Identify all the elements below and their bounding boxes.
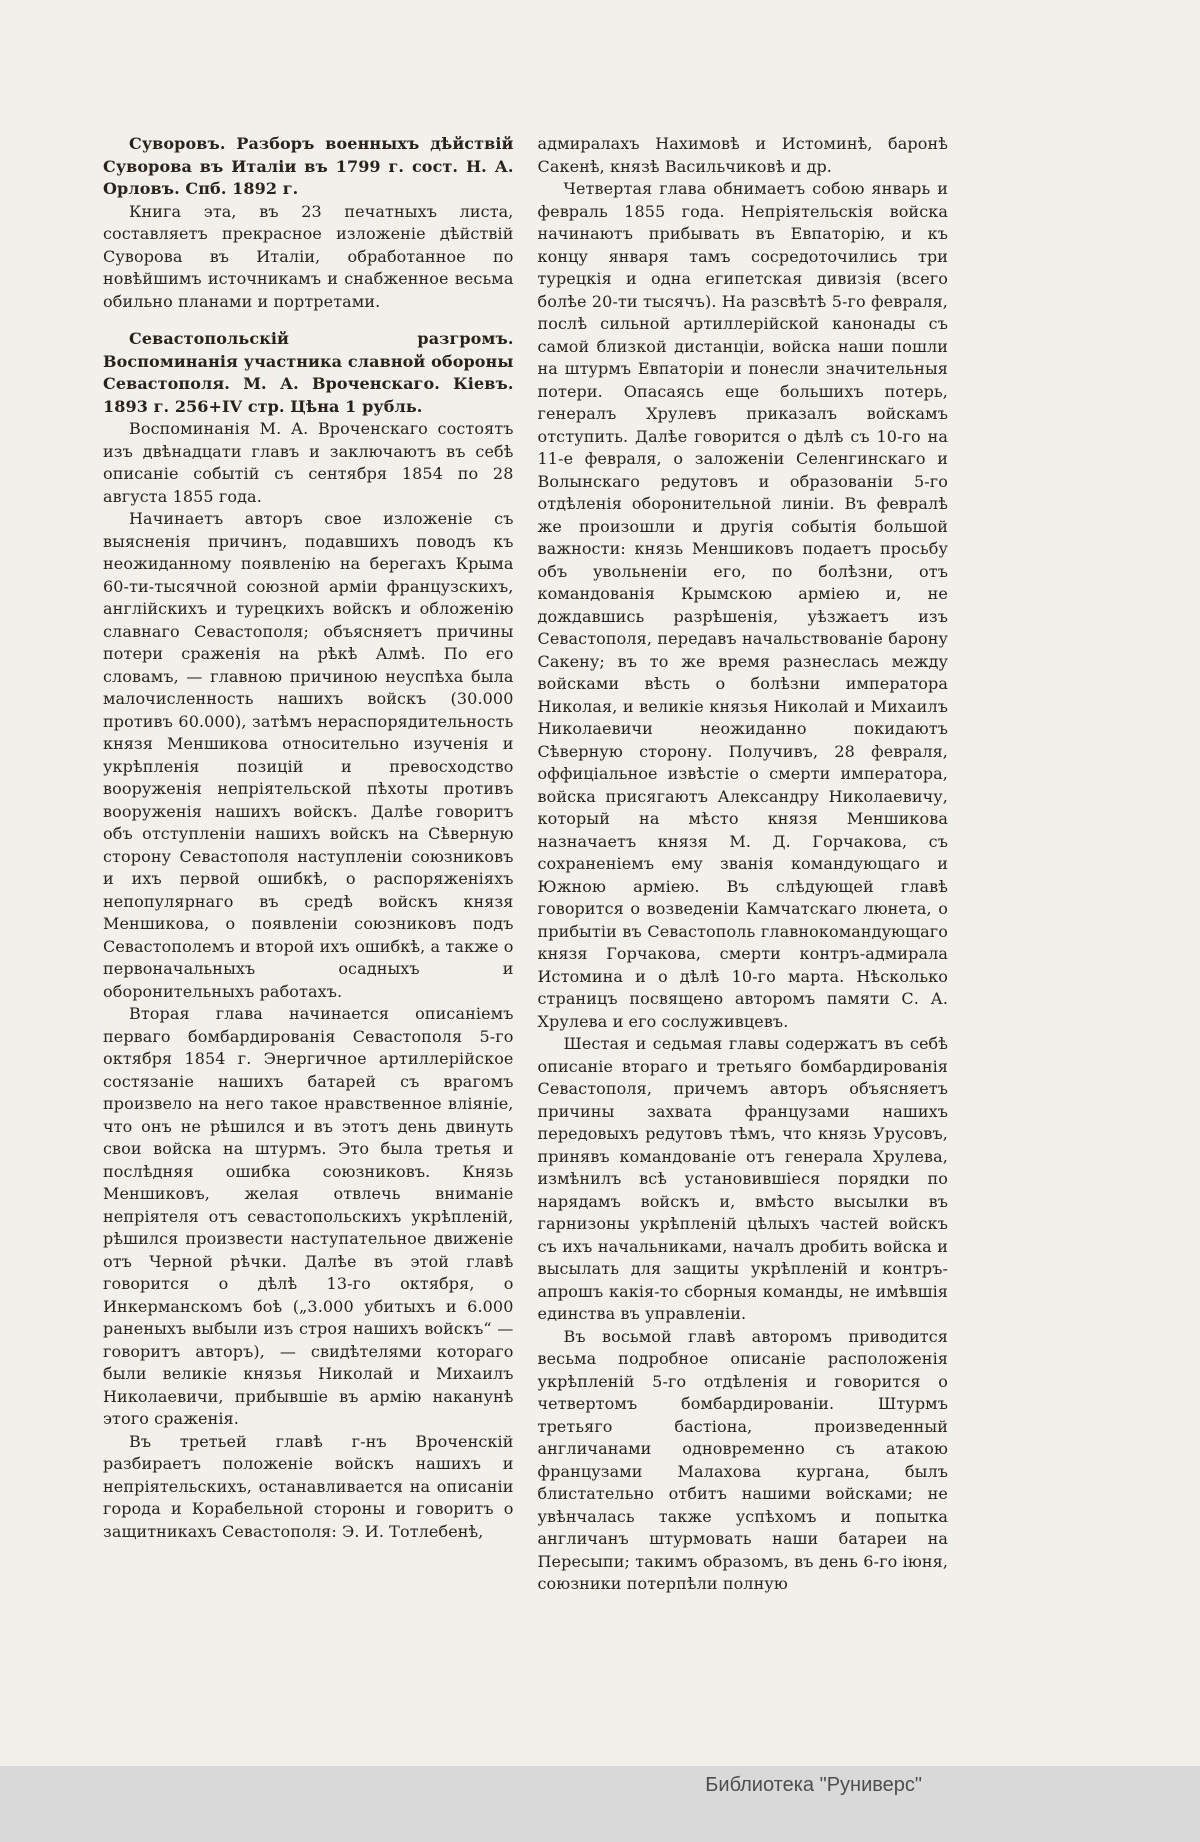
paragraph: Четвертая глава обнимаетъ собою январь и февраль 1855 года. Непріятельскія войска начинаютъ прибывать въ Евпаторію, и къ концу января тамъ сосредоточились три турецкія и одна египетская дивизія (всего болѣе 20-ти тысячъ). На разсвѣтѣ 5-го февраля, послѣ сильной артиллерійской канонады съ самой близкой дистанціи, войска наши пошли на штурмъ Евпаторіи и понесли значительныя потери. Опасаясь еще большихъ потерь, генералъ Хрулевъ приказалъ войскамъ отступить. Далѣе говорится о дѣлѣ съ 10-го на 11-е февраля, о заложеніи Селенгинскаго и Волынскаго редутовъ и образованіи 5-го отдѣленія оборонительной линіи. Въ февралѣ же произошли и другія событія большой важности: князь Меншиковъ подаетъ просьбу объ увольненіи его, по болѣзни, отъ командованія Крымскою арміею и, не дождавшись разрѣшенія, уѣзжаетъ изъ Севастополя, передавъ начальствованіе барону Сакену; въ то же время разнеслась между войсками вѣсть о болѣзни императора Николая, и великіе князья Николай и Михаилъ Николаевичи неожиданно покидаютъ Сѣверную сторону. Получивъ, 28 февраля, оффиціальное извѣстіе о смерти императора, войска присягаютъ Александру Николаевичу, который на мѣсто князя Меншикова назначаетъ князя М. Д. Горчакова, съ сохраненіемъ ему званія командующаго и Южною арміею. Въ слѣдующей главѣ говорится о возведеніи Камчатскаго люнета, о прибытіи въ Севастополь главнокомандующаго князя Горчакова, смерти контръ-адмирала Истомина и о дѣлѣ 10-го марта. Нѣсколько страницъ посвящено авторомъ памяти С. А. Хрулева и его сослуживцевъ. bbox=[537, 179, 948, 1031]
paragraph: Воспоминанія М. А. Вроченскаго состоятъ изъ двѣнадцати главъ и заключаютъ въ себѣ описаніе событій съ сентября 1854 по 28 августа 1855 года. bbox=[103, 419, 514, 506]
paragraph: адмиралахъ Нахимовѣ и Истоминѣ, баронѣ Сакенѣ, князѣ Васильчиковѣ и др. bbox=[537, 134, 948, 176]
paragraph: Въ третьей главѣ г-нъ Вроченскій разбираетъ положеніе войскъ нашихъ и непріятельскихъ, останавливается на описаніи города и Корабельной стороны и говоритъ о защитникахъ Севастополя: Э. И. Тотлебенѣ, bbox=[103, 1431, 514, 1541]
text-columns bbox=[103, 133, 948, 1596]
bibliography-entry: Севастопольскій разгромъ. Воспоминанія участника славной обороны Севастополя. М. А. Вроченскаго. Кіевъ. 1893 г. 256+IV стр. Цѣна 1 рубль. bbox=[103, 329, 514, 416]
paragraph: Начинаетъ авторъ свое изложеніе съ выясненія причинъ, подавшихъ поводъ къ неожиданному появленію на берегахъ Крыма 60-ти-тысячной союзной арміи французскихъ, англійскихъ и турецкихъ войскъ и обложенію славнаго Севастополя; объясняетъ причины потери сраженія на рѣкѣ Алмѣ. По его словамъ, — главною причиною неуспѣха была малочисленность нашихъ войскъ (30.000 противъ 60.000), затѣмъ нераспорядительность князя Меншикова относительно изученія и укрѣпленія позицій и превосходство вооруженія непріятельской пѣхоты противъ вооруженія нашихъ войскъ. Далѣе говоритъ объ отступленіи нашихъ войскъ на Сѣверную сторону Севастополя наступленіи союзниковъ и ихъ первой ошибкѣ, о распоряженіяхъ непопулярнаго въ средѣ войскъ князя Меншикова, о появленіи союзниковъ подъ Севастополемъ и второй ихъ ошибкѣ, а также о первоначальныхъ осадныхъ и оборонительныхъ работахъ. bbox=[103, 509, 514, 1001]
library-watermark-text: Библиотека "Руниверс" bbox=[705, 1774, 922, 1796]
bibliography-entry: Суворовъ. Разборъ военныхъ дѣйствій Суворова въ Италіи въ 1799 г. сост. Н. А. Орловъ. Спб. 1892 г. bbox=[103, 134, 514, 198]
left-column bbox=[103, 133, 514, 1596]
watermark-bar bbox=[0, 1766, 1200, 1842]
paragraph: Вторая глава начинается описаніемъ перваго бомбардированія Севастополя 5-го октября 1854 г. Энергичное артиллерійское состязаніе нашихъ батарей съ врагомъ произвело на него такое нравственное вліяніе, что онъ не рѣшился и въ этотъ день двинуть свои войска на штурмъ. Это была третья и послѣдняя ошибка союзниковъ. Князь Меншиковъ, желая отвлечь вниманіе непріятеля отъ севастопольскихъ укрѣпленій, рѣшился произвести наступательное движеніе отъ Черной рѣчки. Далѣе въ этой главѣ говорится о дѣлѣ 13-го октября, о Инкерманскомъ боѣ („3.000 убитыхъ и 6.000 раненыхъ выбыли изъ строя нашихъ войскъ“ — говоритъ авторъ), — свидѣтелями котораго были великіе князья Николай и Михаилъ Николаевичи, прибывшіе въ армію наканунѣ этого сраженія. bbox=[103, 1004, 514, 1428]
paragraph: Въ восьмой главѣ авторомъ приводится весьма подробное описаніе расположенія укрѣпленій 5-го отдѣленія и говорится о четвертомъ бомбардированіи. Штурмъ третьяго бастіона, произведенный англичанами одновременно съ атакою французами Малахова кургана, былъ блистательно отбитъ нашими войсками; не увѣнчалась также успѣхомъ и попытка англичанъ штурмовать наши батареи на Пересыпи; такимъ образомъ, въ день 6-го іюня, союзники потерпѣли полную bbox=[537, 1326, 948, 1593]
paragraph: Шестая и седьмая главы содержатъ въ себѣ описаніе втораго и третьяго бомбардированія Севастополя, причемъ авторъ объясняетъ причины захвата французами нашихъ передовыхъ редутовъ тѣмъ, что князь Урусовъ, принявъ командованіе отъ генерала Хрулева, измѣнилъ всѣ установившіеся порядки по нарядамъ войскъ и, вмѣсто высылки въ гарнизоны укрѣпленій цѣлыхъ частей войскъ съ ихъ начальниками, началъ дробить войска и высылать для защиты укрѣпленій и контръ-апрошъ какія-то сборныя команды, не имѣвшія единства въ управленіи. bbox=[537, 1034, 948, 1323]
paragraph: Книга эта, въ 23 печатныхъ листа, составляетъ прекрасное изложеніе дѣйствій Суворова въ Италіи, обработанное по новѣйшимъ источникамъ и снабженное весьма обильно планами и портретами. bbox=[103, 201, 514, 311]
right-column bbox=[538, 133, 949, 1596]
